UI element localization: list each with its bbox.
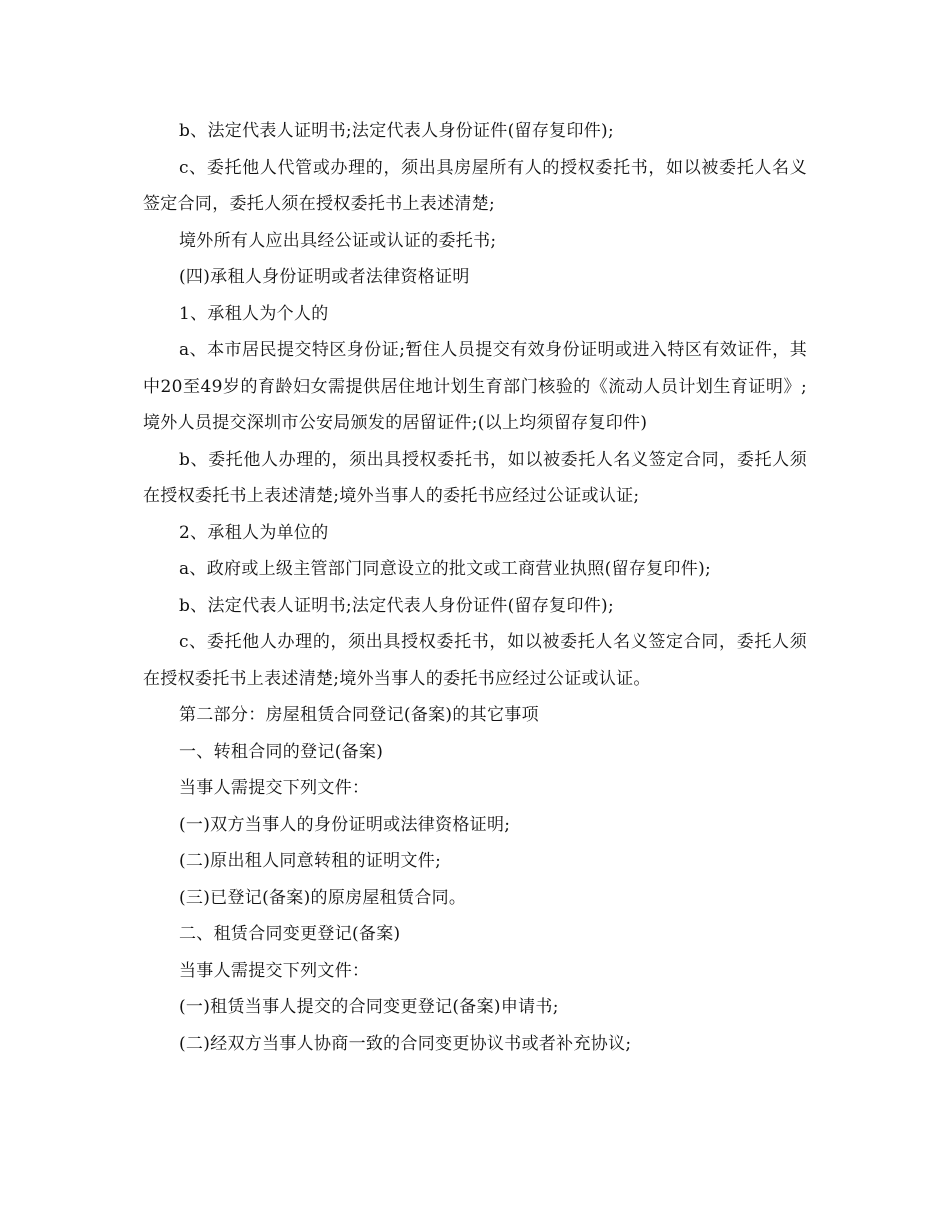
document-body — [143, 113, 807, 1062]
paragraph: 一、转租合同的登记(备案) — [179, 741, 384, 762]
paragraph: (一)租赁当事人提交的合同变更登记(备案)申请书; — [179, 997, 559, 1017]
paragraph: 1、承租人为个人的 — [179, 303, 329, 324]
paragraph: a、本市居民提交特区身份证;暂住人员提交有效身份证明或进入特区有效证件，其中20至49岁的育龄妇女需提供居住地计划生育部门核验的《流动人员计划生育证明》;境外人员提交深圳市公安局颁发的居留证件;(以上均须留存复印件) — [143, 340, 807, 433]
paragraph: b、法定代表人证明书;法定代表人身份证件(留存复印件); — [179, 595, 615, 616]
paragraph: (二)经双方当事人协商一致的合同变更协议书或者补充协议; — [179, 1033, 632, 1054]
paragraph: a、政府或上级主管部门同意设立的批文或工商营业执照(留存复印件); — [179, 559, 712, 579]
paragraph: (二)原出租人同意转租的证明文件; — [179, 851, 442, 871]
paragraph: b、法定代表人证明书;法定代表人身份证件(留存复印件); — [179, 121, 615, 141]
paragraph: (三)已登记(备案)的原房屋租赁合同。 — [179, 887, 467, 908]
paragraph: 二、租赁合同变更登记(备案) — [179, 924, 401, 944]
paragraph: (四)承租人身份证明或者法律资格证明 — [179, 267, 470, 287]
paragraph: 境外所有人应出具经公证或认证的委托书; — [179, 230, 497, 251]
paragraph: 当事人需提交下列文件： — [179, 778, 370, 798]
paragraph: b、委托他人办理的，须出具授权委托书，如以被委托人名义签定合同，委托人须在授权委托书上表述清楚;境外当事人的委托书应经过公证或认证; — [143, 449, 807, 506]
section-heading: 第二部分：房屋租赁合同登记(备案)的其它事项 — [179, 705, 539, 725]
paragraph: 当事人需提交下列文件： — [179, 960, 370, 981]
paragraph: 2、承租人为单位的 — [179, 522, 329, 543]
paragraph: c、委托他人办理的，须出具授权委托书，如以被委托人名义签定合同，委托人须在授权委托书上表述清楚;境外当事人的委托书应经过公证或认证。 — [143, 632, 807, 689]
paragraph: c、委托他人代管或办理的，须出具房屋所有人的授权委托书，如以被委托人名义签定合同，委托人须在授权委托书上表述清楚; — [143, 157, 807, 214]
paragraph: (一)双方当事人的身份证明或法律资格证明; — [179, 814, 511, 835]
